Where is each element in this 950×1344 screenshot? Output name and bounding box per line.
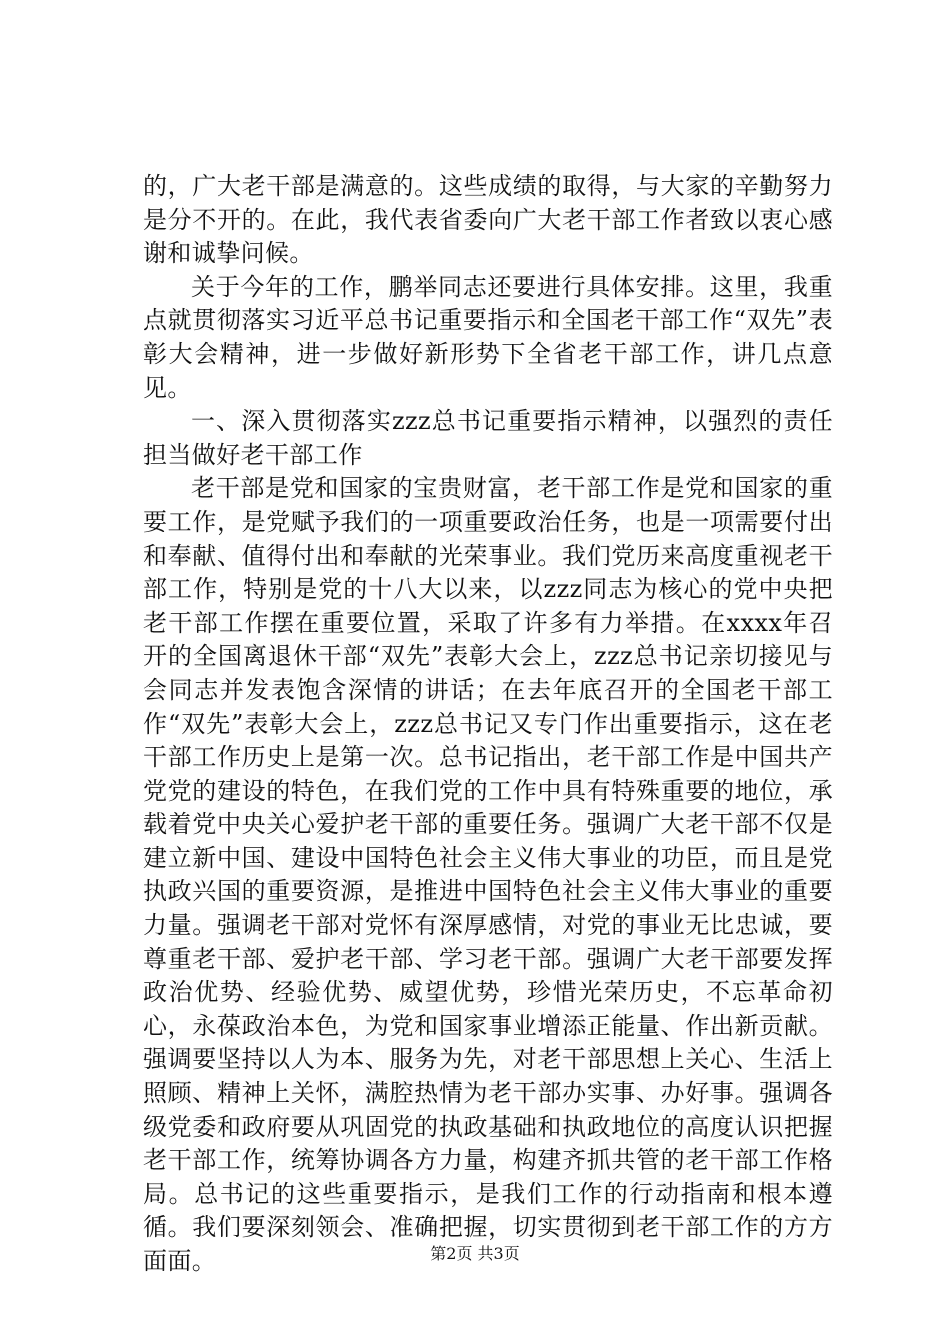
paragraph-main: 老干部是党和国家的宝贵财富，老干部工作是党和国家的重要工作，是党赋予我们的一项重要政治任务，也是一项需要付出和奉献、值得付出和奉献的光荣事业。我们党历来高度重视老干部工作，特别是党的十八大以来，以zzz同志为核心的党中央把老干部工作摆在重要位置，采取了许多有力举措。在xxxx年召开的全国离退休干部“双先”表彰大会上，zzz总书记亲切接见与会同志并发表饱含深情的讲话；在去年底召开的全国老干部工作“双先”表彰大会上，zzz总书记又专门作出重要指示，这在老干部工作历史上是第一次。总书记指出，老干部工作是中国共产党党的建设的特色，在我们党的工作中具有特殊重要的地位，承载着党中央关心爱护老干部的重要任务。强调广大老干部不仅是建立新中国、建设中国特色社会主义伟大事业的功臣，而且是党执政兴国的重要资源，是推进中国特色社会主义伟大事业的重要力量。强调老干部对党怀有深厚感情，对党的事业无比忠诚，要尊重老干部、爱护老干部、学习老干部。强调广大老干部要发挥政治优势、经验优势、威望优势，珍惜光荣历史，不忘革命初心，永葆政治本色，为党和国家事业增添正能量、作出新贡献。强调要坚持以人为本、服务为先，对老干部思想上关心、生活上照顾、精神上关怀，满腔热情为老干部办实事、办好事。强调各级党委和政府要从巩固党的执政基础和执政地位的高度认识把握老干部工作，统筹协调各方力量，构建齐抓共管的老干部工作格局。总书记的这些重要指示，是我们工作的行动指南和根本遵循。我们要深刻领会、准确把握，切实贯彻到老干部工作的方方面面。 [143,474,833,1275]
page-number-footer: 第2页 共3页 [430,1244,520,1263]
section-heading-one: 一、深入贯彻落实zzz总书记重要指示精神，以强烈的责任担当做好老干部工作 [143,407,833,469]
paragraph-arrangement: 关于今年的工作，鹏举同志还要进行具体安排。这里，我重点就贯彻落实习近平总书记重要指示和全国老干部工作“双先”表彰大会精神，进一步做好新形势下全省老干部工作，讲几点意见。 [143,272,833,402]
paragraph-intro: 的，广大老干部是满意的。这些成绩的取得，与大家的辛勤努力是分不开的。在此，我代表省委向广大老干部工作者致以衷心感谢和诚挚问候。 [143,172,833,268]
document-body [143,170,833,1279]
